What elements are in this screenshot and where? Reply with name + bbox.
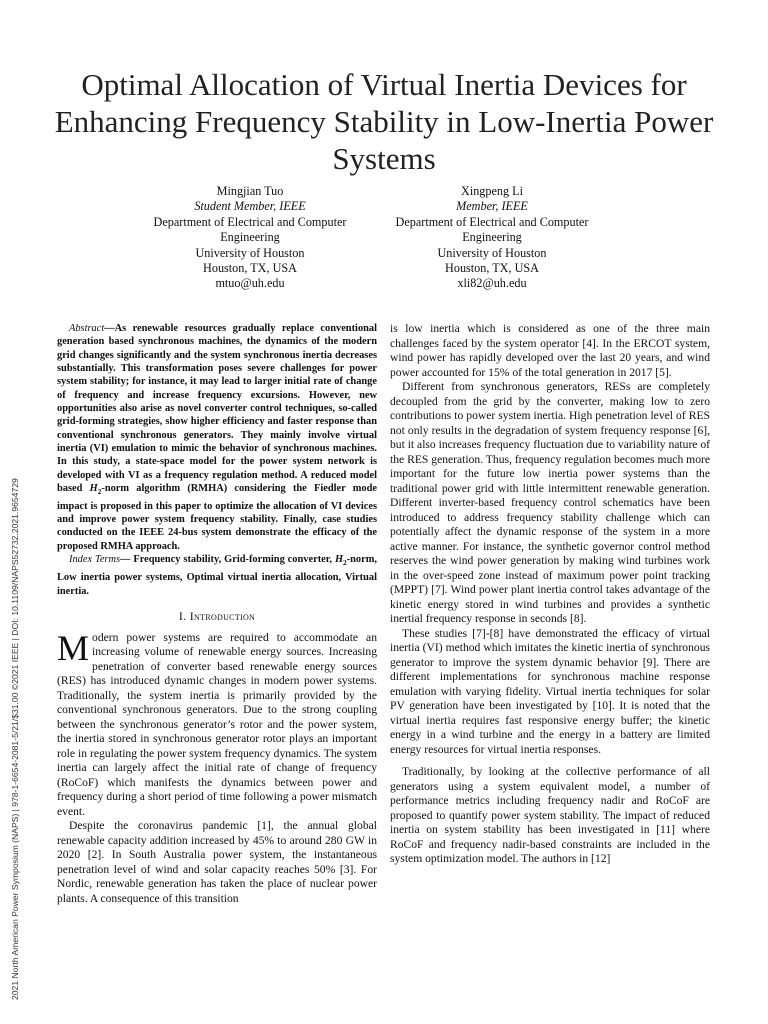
sidebar-publication-info: 2021 North American Power Symposium (NAPS) | 978-1-6654-2081-5/21/$31.00 ©2021 IEEE | DOI: 10.1109/NAPS52732.2021.9654729 [10, 478, 20, 1000]
math-symbol: $H_2$ [334, 553, 347, 567]
author-block-2 [372, 184, 612, 292]
paper-title: Optimal Allocation of Virtual Inertia Devices for Enhancing Frequency Stability in Low-Inertia Power Systems [54, 67, 714, 176]
body-paragraph-4: Traditionally, by looking at the collective performance of all generators using a system equivalent model, a number of performance metrics including frequency nadir and RoCoF are proposed to quantify power system stability. The impact of reduced inertia on system stability has been investigated in [11] where RoCoF and frequency nadir-based constraints are included in the system optimization model. The authors in [12] [390, 765, 710, 865]
abstract-lead: Abstract [69, 323, 105, 334]
right-column [390, 322, 710, 867]
author-email[interactable]: xli82@uh.edu [457, 276, 527, 291]
intro-paragraph-1: Modern power systems are required to accommodate an increasing volume of renewable energy sources. Increasing penetration of converter based renewable energy sources (RES) has introduced dynamic changes in modern power systems. Traditionally, the system inertia is primarily provided by the conventional synchronous generators. Due to the strong coupling between the synchronous generator’s rotor and the power system, the inertia stored in synchronous generator rotor plays an important role in regulating the power system frequency dynamics. The system inertia can largely affect the initial rate of change of frequency (RoCoF) which manifests the dynamics between power and frequency during a short period of time following a power mismatch event. [57, 627, 377, 818]
math-symbol: $H_2$ [89, 483, 102, 497]
author-department: Department of Electrical and Computer Engineering [153, 214, 347, 245]
abstract-text-1: —As renewable resources gradually replace conventional generation based synchronous machines, the dynamics of the modern grid changes significantly and the system synchronous inertia decreases substantially. This transformation poses severe challenges for power system stability; for instance, it may lead to larger initial rate of change of frequency and increase frequency excursions. However, new opportunities also arise as novel converter control techniques, so-called grid-forming strategies, show higher efficiency and faster response than conventional synchronous generators. They mainly involve virtual inertia (VI) emulation to mimic the behavior of synchronous machines. In this study, a state-space model for the power system network is developed with VI as a frequency regulation method. A reduced model based [57, 323, 377, 495]
author-university: University of Houston [195, 245, 305, 260]
body-paragraph-3: These studies [7]-[8] have demonstrated the efficacy of virtual inertia (VI) method which imitates the kinetic inertia of synchronous generator to improve the system dynamic behavior [9]. There are different implementations for synchronous machine response emulation with varying fidelity. Virtual inertia techniques for solar PV generation have been investigated by [10]. It is noted that the virtual inertia requires fast responsive energy buffer; the kinetic energy in a wind turbine and the energy in a battery are limited energy resources for virtual inertia responses. [390, 626, 710, 756]
section-heading: I. Introduction [178, 609, 256, 624]
author-block-1 [130, 184, 370, 292]
body-paragraph-1: is low inertia which is considered as one of the three main challenges faced by the system operator [4]. In the ERCOT system, wind power has rapidly developed over the last 20 years, and wind power accounted for 15% of the total generation in 2017 [5]. [390, 322, 710, 379]
abstract-text-2: -norm algorithm (RMHA) considering the Fiedler mode impact is proposed in this paper to optimize the allocation of VI devices and improve power system frequency stability. Finally, case studies conducted on the IEEE 24-bus system demonstrate the efficacy of the proposed RMHA approach. [57, 483, 377, 552]
author-role: Member, IEEE [456, 199, 528, 214]
author-location: Houston, TX, USA [203, 261, 297, 276]
index-terms-lead: Index Terms [69, 553, 121, 565]
author-role: Student Member, IEEE [194, 199, 306, 214]
index-terms-text-2: -norm, Low inertia power systems, Optimal virtual inertia allocation, Virtual inertia. [57, 553, 377, 597]
author-email[interactable]: mtuo@uh.edu [215, 276, 285, 291]
index-terms-text-1: — Frequency stability, Grid-forming converter, [120, 553, 335, 565]
index-terms [57, 553, 377, 598]
author-university: University of Houston [437, 245, 547, 260]
intro-paragraph-2: Despite the coronavirus pandemic [1], the annual global renewable capacity addition increased by 45% to around 280 GW in 2020 [2]. In South Australia power system, the instantaneous penetration level of wind and solar capacity reaches 50% [3]. For Nordic, renewable generation has taken the place of nuclear power plants. A consequence of this transition [57, 819, 377, 905]
left-column [57, 322, 377, 906]
author-name: Mingjian Tuo [216, 184, 284, 198]
author-name: Xingpeng Li [461, 184, 523, 198]
drop-cap: M [57, 627, 90, 668]
body-paragraph-2: Different from synchronous generators, RESs are completely decoupled from the grid by the converter, making low to zero contributions to power system inertia. High penetration level of RES not only results in the degradation of system frequency response [6], but it also increases frequency fluctuation due to variability nature of the RES generation. Thus, frequency regulation becomes much more important for the future low inertia power systems than the traditional power grid with little intermittent renewable generation. Different inverter-based frequency control schematics have been introduced to address frequency stability challenge which can potentially affect the dynamic response of the system in a more active manner. For instance, the synthetic governor control method reserves the wind power generation by making wind turbines work in the over-speed zone instead of maximum power point tracking (MPPT) [7]. Wind power plant inertia control takes advantage of the kinetic energy stored in wind turbines and provides a synthetic inertial frequency response in seconds [8]. [390, 380, 711, 625]
abstract [57, 322, 377, 553]
author-location: Houston, TX, USA [445, 261, 539, 276]
author-department: Department of Electrical and Computer Engineering [395, 214, 589, 245]
